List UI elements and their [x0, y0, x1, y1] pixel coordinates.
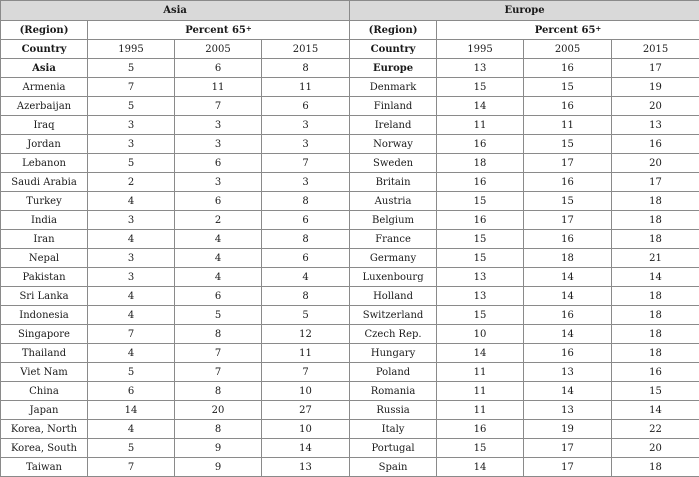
europe-value-cell: 15: [437, 192, 524, 211]
table-row: [1, 249, 699, 268]
europe-value-cell: 11: [437, 401, 524, 420]
europe-value-cell: 11: [437, 116, 524, 135]
europe-country-cell: Switzerland: [350, 306, 437, 325]
europe-year-header: 2015: [612, 40, 699, 59]
europe-country-cell: Spain: [350, 458, 437, 477]
europe-value-cell: 10: [437, 325, 524, 344]
asia-value-cell: 8: [175, 420, 262, 439]
europe-value-cell: 16: [524, 230, 612, 249]
europe-value-cell: 14: [524, 287, 612, 306]
europe-country-cell: Luxenbourg: [350, 268, 437, 287]
asia-value-cell: 3: [88, 211, 175, 230]
asia-country-cell: Singapore: [1, 325, 88, 344]
europe-value-cell: 15: [437, 249, 524, 268]
europe-percent-label: Percent 65+: [437, 21, 699, 40]
asia-country-cell: India: [1, 211, 88, 230]
table-body: [1, 59, 699, 477]
europe-country-cell: Europe: [350, 59, 437, 78]
asia-value-cell: 5: [175, 306, 262, 325]
asia-value-cell: 3: [262, 173, 350, 192]
table-row: [1, 420, 699, 439]
europe-country-cell: Britain: [350, 173, 437, 192]
europe-country-cell: Holland: [350, 287, 437, 306]
table-row: [1, 268, 699, 287]
europe-value-cell: 14: [437, 458, 524, 477]
asia-value-cell: 5: [88, 439, 175, 458]
asia-value-cell: 7: [175, 97, 262, 116]
asia-value-cell: 6: [262, 97, 350, 116]
table-row: [1, 116, 699, 135]
asia-country-cell: Armenia: [1, 78, 88, 97]
asia-value-cell: 8: [262, 192, 350, 211]
table-row: [1, 458, 699, 477]
asia-country-cell: China: [1, 382, 88, 401]
europe-value-cell: 15: [437, 78, 524, 97]
asia-value-cell: 10: [262, 382, 350, 401]
europe-country-cell: Hungary: [350, 344, 437, 363]
asia-value-cell: 7: [262, 154, 350, 173]
asia-value-cell: 5: [88, 97, 175, 116]
europe-value-cell: 16: [437, 420, 524, 439]
asia-value-cell: 7: [175, 363, 262, 382]
asia-country-cell: Turkey: [1, 192, 88, 211]
europe-value-cell: 14: [524, 382, 612, 401]
asia-value-cell: 4: [175, 268, 262, 287]
asia-value-cell: 5: [262, 306, 350, 325]
asia-value-cell: 7: [88, 325, 175, 344]
europe-country-cell: Norway: [350, 135, 437, 154]
europe-value-cell: 15: [612, 382, 699, 401]
asia-value-cell: 4: [175, 249, 262, 268]
asia-country-cell: Jordan: [1, 135, 88, 154]
europe-value-cell: 18: [612, 192, 699, 211]
table-row: [1, 401, 699, 420]
asia-value-cell: 6: [175, 192, 262, 211]
asia-value-cell: 6: [175, 154, 262, 173]
europe-value-cell: 13: [437, 59, 524, 78]
table-row: [1, 211, 699, 230]
europe-value-cell: 11: [524, 116, 612, 135]
europe-country-cell: Germany: [350, 249, 437, 268]
europe-country-cell: Ireland: [350, 116, 437, 135]
europe-value-cell: 15: [524, 192, 612, 211]
europe-value-cell: 15: [437, 230, 524, 249]
asia-value-cell: 2: [175, 211, 262, 230]
asia-value-cell: 9: [175, 458, 262, 477]
asia-value-cell: 6: [88, 382, 175, 401]
asia-value-cell: 14: [88, 401, 175, 420]
europe-value-cell: 20: [612, 154, 699, 173]
asia-region-label: (Region): [1, 21, 88, 40]
europe-country-cell: Russia: [350, 401, 437, 420]
asia-value-cell: 6: [262, 211, 350, 230]
europe-value-cell: 16: [524, 97, 612, 116]
asia-country-cell: Thailand: [1, 344, 88, 363]
asia-country-cell: Taiwan: [1, 458, 88, 477]
europe-value-cell: 11: [437, 382, 524, 401]
asia-value-cell: 11: [175, 78, 262, 97]
asia-percent-label: Percent 65+: [88, 21, 350, 40]
asia-year-header: 2015: [262, 40, 350, 59]
europe-value-cell: 14: [437, 344, 524, 363]
asia-value-cell: 8: [262, 59, 350, 78]
europe-country-header: Country: [350, 40, 437, 59]
asia-value-cell: 4: [175, 230, 262, 249]
asia-value-cell: 10: [262, 420, 350, 439]
europe-value-cell: 16: [524, 344, 612, 363]
asia-value-cell: 20: [175, 401, 262, 420]
asia-value-cell: 7: [175, 344, 262, 363]
asia-value-cell: 3: [175, 116, 262, 135]
europe-country-cell: Poland: [350, 363, 437, 382]
europe-value-cell: 18: [612, 458, 699, 477]
europe-value-cell: 18: [612, 306, 699, 325]
asia-value-cell: 14: [262, 439, 350, 458]
asia-value-cell: 6: [262, 249, 350, 268]
asia-value-cell: 4: [88, 344, 175, 363]
asia-value-cell: 3: [175, 173, 262, 192]
asia-value-cell: 5: [88, 154, 175, 173]
europe-value-cell: 16: [524, 59, 612, 78]
europe-value-cell: 15: [437, 306, 524, 325]
europe-value-cell: 14: [437, 97, 524, 116]
europe-country-cell: Portugal: [350, 439, 437, 458]
europe-value-cell: 18: [524, 249, 612, 268]
asia-value-cell: 4: [88, 306, 175, 325]
asia-value-cell: 4: [88, 230, 175, 249]
asia-value-cell: 3: [88, 268, 175, 287]
europe-value-cell: 16: [437, 135, 524, 154]
asia-value-cell: 7: [88, 458, 175, 477]
table-row: [1, 192, 699, 211]
table-row: [1, 78, 699, 97]
europe-value-cell: 18: [612, 211, 699, 230]
asia-value-cell: 3: [175, 135, 262, 154]
europe-value-cell: 20: [612, 439, 699, 458]
asia-country-cell: Lebanon: [1, 154, 88, 173]
europe-year-header: 2005: [524, 40, 612, 59]
asia-value-cell: 7: [262, 363, 350, 382]
asia-country-cell: Sri Lanka: [1, 287, 88, 306]
asia-year-header: 1995: [88, 40, 175, 59]
asia-value-cell: 8: [262, 230, 350, 249]
europe-value-cell: 18: [612, 287, 699, 306]
asia-country-cell: Azerbaijan: [1, 97, 88, 116]
asia-value-cell: 3: [262, 135, 350, 154]
europe-title: Europe: [350, 1, 699, 21]
asia-value-cell: 3: [88, 116, 175, 135]
europe-country-cell: Romania: [350, 382, 437, 401]
europe-value-cell: 16: [612, 363, 699, 382]
europe-value-cell: 18: [612, 230, 699, 249]
europe-country-cell: Italy: [350, 420, 437, 439]
asia-value-cell: 9: [175, 439, 262, 458]
europe-country-cell: Austria: [350, 192, 437, 211]
asia-value-cell: 4: [88, 192, 175, 211]
europe-value-cell: 14: [612, 268, 699, 287]
table-row: [1, 363, 699, 382]
europe-value-cell: 19: [524, 420, 612, 439]
europe-value-cell: 15: [437, 439, 524, 458]
asia-country-cell: Japan: [1, 401, 88, 420]
europe-value-cell: 22: [612, 420, 699, 439]
asia-value-cell: 8: [262, 287, 350, 306]
europe-value-cell: 14: [612, 401, 699, 420]
asia-value-cell: 12: [262, 325, 350, 344]
asia-value-cell: 7: [88, 78, 175, 97]
asia-value-cell: 8: [175, 382, 262, 401]
europe-country-cell: Denmark: [350, 78, 437, 97]
table-row: [1, 154, 699, 173]
table-row: [1, 97, 699, 116]
asia-value-cell: 3: [88, 249, 175, 268]
europe-value-cell: 11: [437, 363, 524, 382]
europe-value-cell: 13: [437, 287, 524, 306]
asia-country-cell: Viet Nam: [1, 363, 88, 382]
europe-value-cell: 17: [524, 458, 612, 477]
table-row: [1, 325, 699, 344]
europe-value-cell: 17: [524, 439, 612, 458]
asia-value-cell: 5: [88, 59, 175, 78]
asia-value-cell: 13: [262, 458, 350, 477]
europe-country-cell: Czech Rep.: [350, 325, 437, 344]
europe-value-cell: 13: [524, 363, 612, 382]
asia-value-cell: 11: [262, 78, 350, 97]
europe-value-cell: 18: [437, 154, 524, 173]
asia-value-cell: 3: [88, 135, 175, 154]
europe-region-label: (Region): [350, 21, 437, 40]
asia-value-cell: 4: [262, 268, 350, 287]
europe-value-cell: 13: [437, 268, 524, 287]
asia-year-header: 2005: [175, 40, 262, 59]
table-row: [1, 59, 699, 78]
europe-value-cell: 17: [612, 173, 699, 192]
asia-country-cell: Korea, South: [1, 439, 88, 458]
europe-value-cell: 16: [524, 173, 612, 192]
europe-value-cell: 16: [524, 306, 612, 325]
europe-value-cell: 20: [612, 97, 699, 116]
europe-value-cell: 18: [612, 344, 699, 363]
europe-value-cell: 21: [612, 249, 699, 268]
europe-country-cell: Belgium: [350, 211, 437, 230]
europe-country-cell: Finland: [350, 97, 437, 116]
asia-value-cell: 6: [175, 59, 262, 78]
europe-country-cell: Sweden: [350, 154, 437, 173]
asia-country-cell: Pakistan: [1, 268, 88, 287]
asia-value-cell: 2: [88, 173, 175, 192]
column-header-row: [1, 40, 699, 59]
europe-value-cell: 17: [524, 154, 612, 173]
asia-country-cell: Nepal: [1, 249, 88, 268]
europe-value-cell: 17: [612, 59, 699, 78]
asia-value-cell: 11: [262, 344, 350, 363]
asia-country-cell: Iran: [1, 230, 88, 249]
asia-value-cell: 27: [262, 401, 350, 420]
asia-value-cell: 6: [175, 287, 262, 306]
europe-value-cell: 13: [612, 116, 699, 135]
asia-country-cell: Asia: [1, 59, 88, 78]
europe-value-cell: 13: [524, 401, 612, 420]
asia-country-cell: Iraq: [1, 116, 88, 135]
asia-title: Asia: [1, 1, 350, 21]
table-row: [1, 382, 699, 401]
europe-value-cell: 16: [612, 135, 699, 154]
table-row: [1, 287, 699, 306]
asia-country-cell: Saudi Arabia: [1, 173, 88, 192]
table-row: [1, 173, 699, 192]
europe-value-cell: 14: [524, 268, 612, 287]
europe-value-cell: 15: [524, 78, 612, 97]
table-row: [1, 439, 699, 458]
europe-value-cell: 18: [612, 325, 699, 344]
table-row: [1, 344, 699, 363]
asia-country-cell: Korea, North: [1, 420, 88, 439]
asia-country-cell: Indonesia: [1, 306, 88, 325]
europe-value-cell: 17: [524, 211, 612, 230]
europe-value-cell: 14: [524, 325, 612, 344]
region-subheader-row: [1, 21, 699, 40]
europe-value-cell: 16: [437, 173, 524, 192]
europe-year-header: 1995: [437, 40, 524, 59]
europe-value-cell: 19: [612, 78, 699, 97]
asia-value-cell: 4: [88, 287, 175, 306]
table-row: [1, 306, 699, 325]
europe-country-cell: France: [350, 230, 437, 249]
region-title-row: [1, 1, 699, 21]
asia-country-header: Country: [1, 40, 88, 59]
asia-value-cell: 5: [88, 363, 175, 382]
asia-value-cell: 8: [175, 325, 262, 344]
europe-value-cell: 16: [437, 211, 524, 230]
table-row: [1, 135, 699, 154]
asia-value-cell: 3: [262, 116, 350, 135]
asia-value-cell: 4: [88, 420, 175, 439]
europe-value-cell: 15: [524, 135, 612, 154]
table-row: [1, 230, 699, 249]
